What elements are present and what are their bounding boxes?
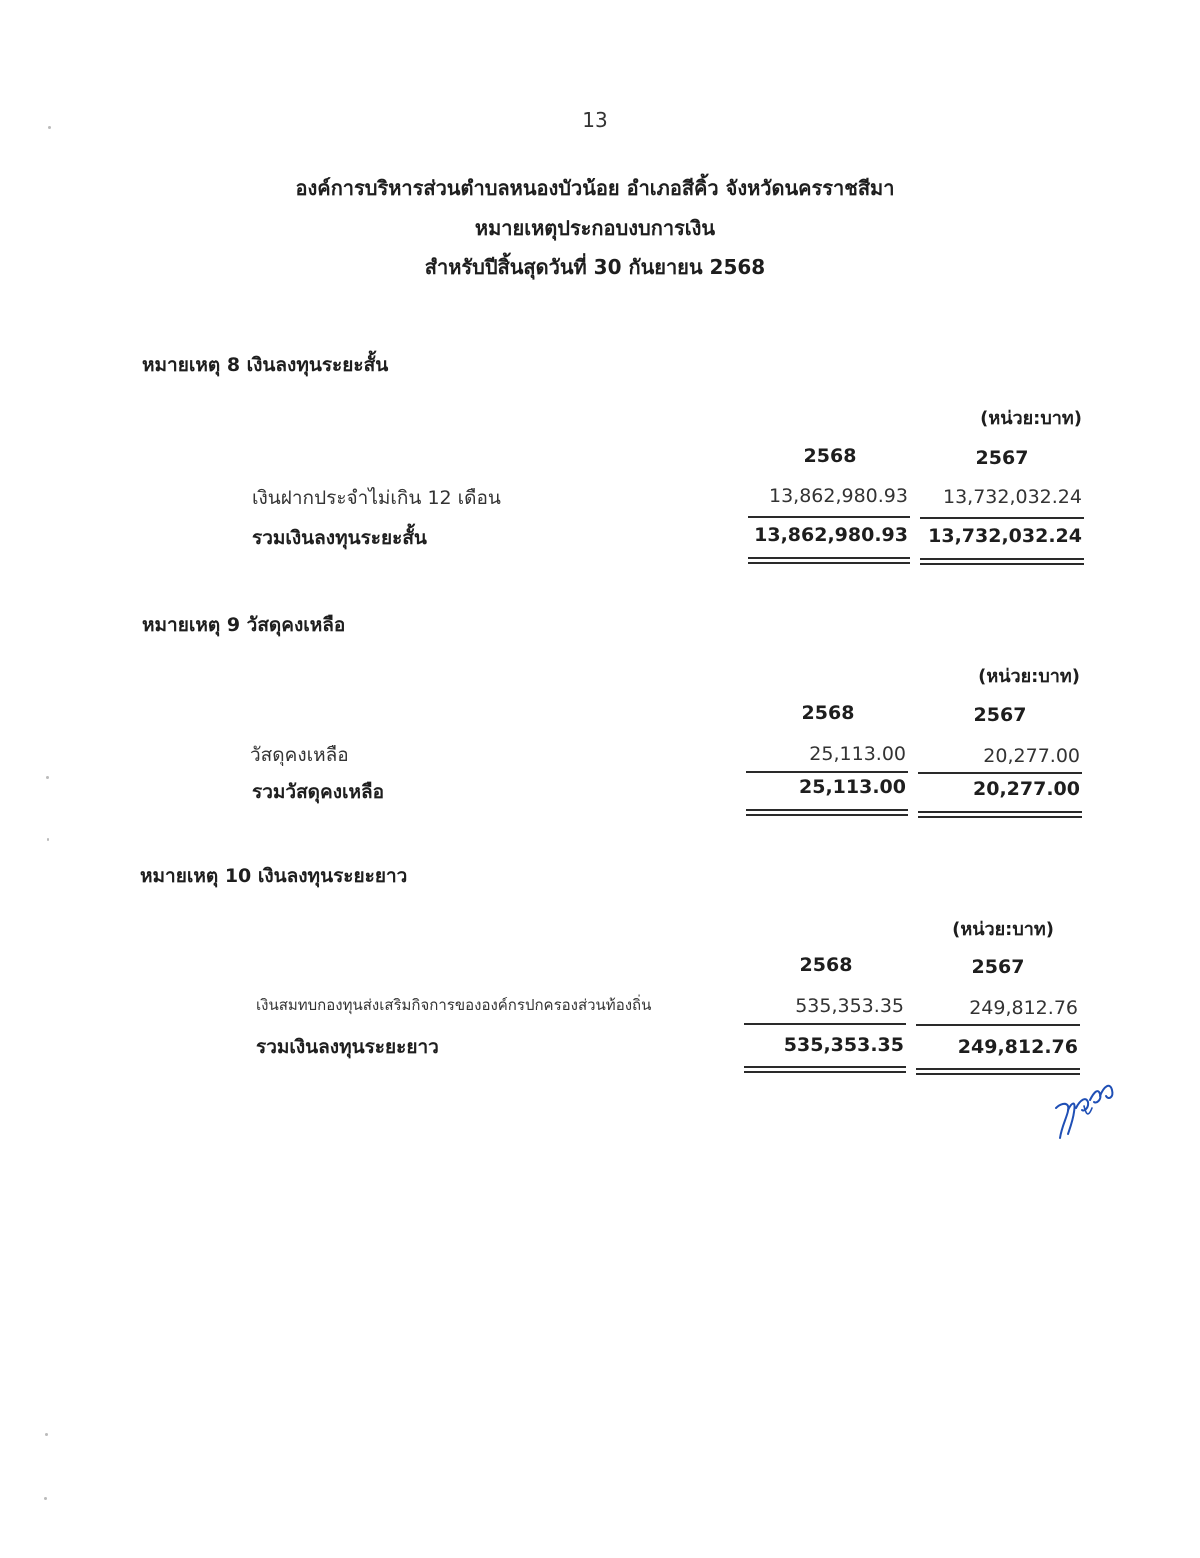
total-double-rule-prior bbox=[918, 811, 1082, 818]
item-label: วัสดุคงเหลือ bbox=[250, 744, 349, 766]
subtotal-rule-current bbox=[748, 516, 910, 518]
subtotal-rule-current bbox=[746, 771, 908, 773]
note-title: หมายเหตุ 9 วัสดุคงเหลือ bbox=[142, 614, 346, 636]
year-prior-header: 2567 bbox=[971, 956, 1025, 978]
total-double-rule-current bbox=[744, 1066, 906, 1073]
year-prior-header: 2567 bbox=[973, 704, 1027, 726]
reporting-period: สำหรับปีสิ้นสุดวันที่ 30 กันยายน 2568 bbox=[424, 255, 766, 279]
note-title: หมายเหตุ 10 เงินลงทุนระยะยาว bbox=[140, 865, 408, 887]
page-number: 13 bbox=[582, 108, 608, 132]
document-title: หมายเหตุประกอบงบการเงิน bbox=[474, 216, 716, 240]
total-value-current: 535,353.35 bbox=[783, 1034, 904, 1056]
total-double-rule-prior bbox=[920, 558, 1084, 565]
scan-mark bbox=[47, 838, 49, 841]
unit-label: (หน่วย:บาท) bbox=[952, 919, 1054, 940]
subtotal-rule-prior bbox=[920, 517, 1084, 519]
total-label: รวมเงินลงทุนระยะสั้น bbox=[252, 527, 427, 549]
item-value-prior: 13,732,032.24 bbox=[942, 486, 1082, 508]
scan-mark bbox=[45, 1433, 48, 1436]
year-current-header: 2568 bbox=[799, 954, 853, 976]
handwritten-signature bbox=[1048, 1078, 1118, 1142]
year-current-header: 2568 bbox=[803, 445, 857, 467]
item-label: เงินฝากประจำไม่เกิน 12 เดือน bbox=[252, 487, 501, 509]
subtotal-rule-current bbox=[744, 1023, 906, 1025]
scan-mark bbox=[44, 1497, 47, 1500]
unit-label: (หน่วย:บาท) bbox=[980, 408, 1082, 429]
total-label: รวมวัสดุคงเหลือ bbox=[252, 781, 385, 803]
total-value-prior: 249,812.76 bbox=[957, 1036, 1078, 1058]
total-double-rule-current bbox=[746, 809, 908, 816]
organization-name: องค์การบริหารส่วนตำบลหนองบัวน้อย อำเภอสีคิ้ว จังหวัดนครราชสีมา bbox=[295, 176, 895, 200]
item-label: เงินสมทบกองทุนส่งเสริมกิจการขององค์กรปกครองส่วนท้องถิ่น bbox=[256, 996, 652, 1014]
item-value-current: 25,113.00 bbox=[809, 743, 906, 765]
subtotal-rule-prior bbox=[916, 1024, 1080, 1026]
year-prior-header: 2567 bbox=[975, 447, 1029, 469]
total-double-rule-prior bbox=[916, 1068, 1080, 1075]
note-title: หมายเหตุ 8 เงินลงทุนระยะสั้น bbox=[142, 354, 389, 376]
scan-mark bbox=[48, 126, 51, 129]
total-value-current: 13,862,980.93 bbox=[754, 524, 908, 546]
year-current-header: 2568 bbox=[801, 702, 855, 724]
item-value-prior: 249,812.76 bbox=[969, 997, 1078, 1019]
total-value-prior: 13,732,032.24 bbox=[928, 525, 1082, 547]
total-value-current: 25,113.00 bbox=[799, 776, 906, 798]
subtotal-rule-prior bbox=[918, 772, 1082, 774]
unit-label: (หน่วย:บาท) bbox=[978, 666, 1080, 687]
item-value-prior: 20,277.00 bbox=[983, 745, 1080, 767]
item-value-current: 13,862,980.93 bbox=[768, 485, 908, 507]
total-label: รวมเงินลงทุนระยะยาว bbox=[256, 1036, 439, 1058]
total-double-rule-current bbox=[748, 557, 910, 564]
total-value-prior: 20,277.00 bbox=[973, 778, 1080, 800]
scan-mark bbox=[46, 776, 49, 779]
item-value-current: 535,353.35 bbox=[795, 995, 904, 1017]
